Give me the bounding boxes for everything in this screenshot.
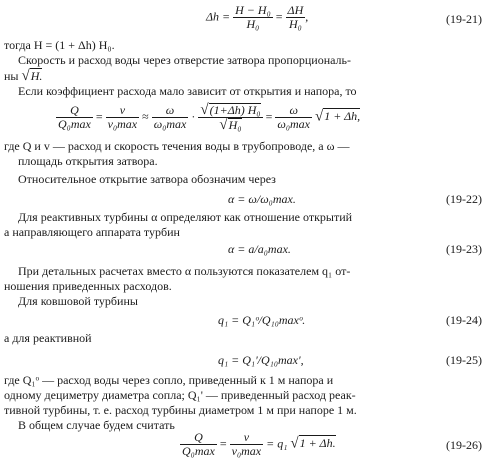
big-sqrt-denominator: H₀ [228,118,242,132]
big-fraction-1 [56,104,93,131]
text-line-4: Если коэффициент расхода мало зависит от открытия и напора, то [18,84,357,98]
big-numerator-1: Q [56,104,93,118]
text-line-13: а для реактивной [4,331,92,345]
equation-number-19-22: (19-22) [446,192,482,206]
big-denominator-5: ω₀max [277,117,310,131]
text-line-16: тивной турбины, т. е. расход турбины диаметром 1 м при напоре 1 м. [4,403,357,417]
text-line-14: где Q₁ᵒ — расход воды через сопло, приведенный к 1 м напора и [4,373,334,387]
equation-19-22: α = ω/ω₀max. [228,192,296,206]
text-line-1: тогда H = (1 + Δh) H₀. [4,38,115,52]
eq21-equals: = [275,9,283,24]
equation-number-19-23: (19-23) [446,242,482,256]
equation-19-23: α = a/a₀max. [228,242,291,256]
equation-number-19-25: (19-25) [446,353,482,367]
big-sqrt-tail: 1 + Δh, [324,109,361,124]
equation-19-25: q₁ = Q₁'/Q₁₀max', [218,353,304,367]
big-denominator-2: v₀max [107,117,138,131]
big-fraction-4 [198,103,262,132]
equation-number-19-26: (19-26) [446,438,482,452]
eq26-equals-1: = [219,436,227,451]
big-numerator-3: ω [152,104,189,118]
text-line-11: ношения приведенных расходов. [4,279,172,293]
equation-19-21 [206,4,308,31]
big-fraction-5 [275,104,312,131]
eq21-denominator-1: H₀ [246,17,260,31]
big-sqrt-numerator: (1+Δh) H₀ [209,103,261,117]
sqrt-sign: √ [315,108,324,125]
eq26-fraction-2 [230,431,264,458]
big-equals-2: = [265,109,273,124]
eq26-sqrt-tail: 1 + Δh. [299,436,336,451]
text-line-3-start: ны [4,69,19,83]
big-equals-1: = [95,109,103,124]
equation-flow-ratio [56,103,360,132]
eq21-numerator-1: H − H₀ [235,3,271,17]
eq26-equals-2: = q₁ [266,436,288,451]
text-line-8: Для реактивных турбины α определяют как отношение открытий [18,210,353,224]
eq21-lhs: Δh = [206,9,231,24]
eq21-tail: , [305,9,309,24]
equation-19-24: q₁ = Q₁ᵒ/Q₁₀maxᵒ. [218,313,306,327]
eq21-denominator-2: H₀ [288,17,302,31]
equation-number-19-21: (19-21) [446,12,482,26]
eq26-denominator-2: v₀max [231,444,262,458]
eq26-fraction-1 [180,431,217,458]
eq21-fraction-1 [233,4,273,31]
big-denominator-4 [198,118,262,132]
text-line-7: Относительное открытие затвора обозначим через [18,172,276,186]
text-line-10: При детальных расчетах вместо α пользуются показателем q₁ от- [18,264,351,278]
eq21-fraction-2 [286,3,309,31]
text-line-9: a направляющего аппарата турбин [4,225,180,239]
big-fraction-3 [152,104,189,131]
eq26-numerator-2: v [230,431,264,445]
text-line-2: Скорость и расход воды через отверстие затвора пропорциональ- [18,53,351,67]
big-numerator-4 [198,103,262,118]
big-approx: ≈ [142,109,149,124]
equation-19-26 [180,431,336,458]
big-denominator-1: Q₀max [58,117,91,131]
sqrt-sign: √ [200,102,209,118]
eq26-numerator-1: Q [180,431,217,445]
big-numerator-2: v [106,104,140,118]
big-denominator-3: ω₀max [153,117,187,131]
sqrt-sign: √ [21,68,30,84]
text-line-5: где Q и v — расход и скорость течения воды в трубопроводе, а ω — [4,139,350,153]
sqrt-sign: √ [219,117,228,133]
text-line-12: Для ковшовой турбины [18,294,138,308]
eq21-numerator-2: ΔH [287,3,304,17]
big-dot: · [191,109,196,124]
sqrt-sign: √ [290,435,299,452]
eq26-denominator-1: Q₀max [182,444,215,458]
sqrt-h: H. [30,69,43,83]
text-line-3 [4,68,42,83]
text-line-15: одному дециметру диаметра сопла; Q₁' — приведенный расход реак- [4,388,356,402]
text-line-6: площадь открытия затвора. [18,154,158,168]
big-numerator-5: ω [275,104,312,118]
big-fraction-2 [106,104,140,131]
equation-number-19-24: (19-24) [446,313,482,327]
text-line-17: В общем случае будем считать [18,418,175,432]
